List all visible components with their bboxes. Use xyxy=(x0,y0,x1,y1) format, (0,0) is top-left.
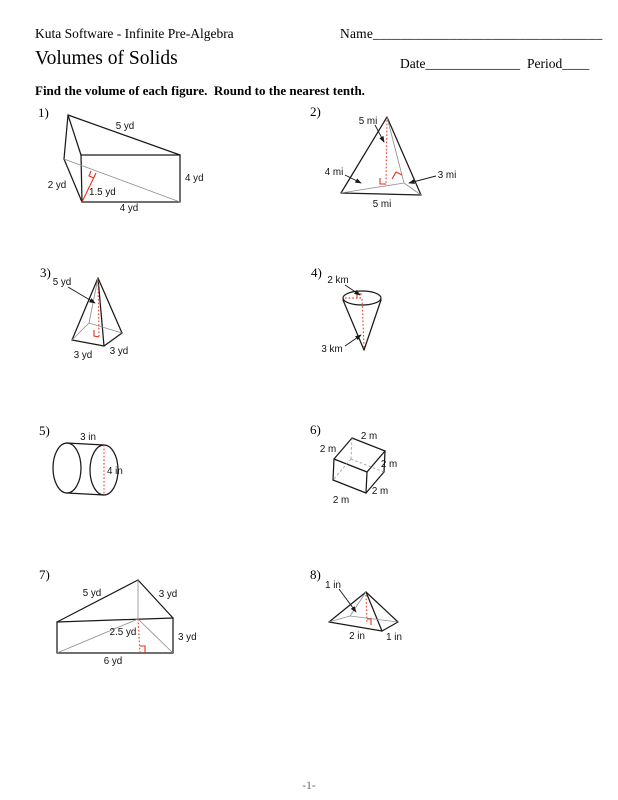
pyramid-outline xyxy=(72,278,122,346)
problem-number-5: 5) xyxy=(39,423,50,438)
cylinder-left-ellipse xyxy=(53,443,81,493)
label-left: 2 yd xyxy=(47,180,67,191)
label-bottom: 4 yd xyxy=(119,203,139,214)
name-field xyxy=(340,26,602,42)
label-height: 5 yd xyxy=(52,277,72,288)
right-angle-marker xyxy=(94,330,99,337)
figure-2-triangular-pyramid xyxy=(305,108,510,220)
label-diameter: 4 in xyxy=(107,466,123,477)
label-side: 3 yd xyxy=(178,632,197,643)
label-depth: 2 m xyxy=(371,486,389,497)
problem-number-8: 8) xyxy=(310,567,321,582)
period-label: Period xyxy=(527,56,563,71)
right-angle-marker xyxy=(140,646,145,653)
problem-number-3: 3) xyxy=(40,265,51,280)
problem-number-1: 1) xyxy=(38,105,49,120)
label-base: 5 mi xyxy=(372,199,392,210)
height-line-red xyxy=(362,299,364,347)
page-number: -1- xyxy=(302,780,316,792)
right-angle-marker xyxy=(89,171,94,178)
page-title: Volumes of Solids xyxy=(35,48,178,69)
figure-3-square-pyramid xyxy=(35,265,190,370)
label-left: 2 m xyxy=(319,444,337,455)
label-top: 2 m xyxy=(360,431,378,442)
label-slant: 5 yd xyxy=(115,121,135,132)
problem-number-7: 7) xyxy=(39,567,50,582)
label-slant-left: 5 yd xyxy=(82,588,102,599)
label-length: 3 in xyxy=(80,432,96,443)
figure-7-triangular-prism xyxy=(35,570,260,675)
pyramid-hidden-edges xyxy=(329,592,398,622)
height-line-red xyxy=(138,619,140,653)
cube-hidden-edges xyxy=(333,438,384,480)
brand-text: Kuta Software - Infinite Pre-Algebra xyxy=(35,26,234,41)
label-base-front: 2 in xyxy=(349,631,365,642)
label-height: 1.5 yd xyxy=(89,187,116,198)
height-line-red xyxy=(366,595,367,624)
label-left: 4 mi xyxy=(324,167,344,178)
instructions: Find the volume of each figure. Round to the nearest tenth. xyxy=(35,83,365,98)
height-arrow xyxy=(339,589,356,612)
period-blank-line: ____ xyxy=(562,56,590,71)
name-blank-line: _________________________________ xyxy=(373,26,603,41)
cube-outline xyxy=(333,438,385,493)
date-blank-line: ______________ xyxy=(425,56,520,71)
right-angle-marker xyxy=(380,178,386,184)
height-line-red xyxy=(386,120,387,185)
right-angle-marker xyxy=(367,619,371,625)
pyramid-hidden-edges xyxy=(341,117,421,195)
label-radius: 2 km xyxy=(327,275,349,286)
figure-4-cone xyxy=(305,265,440,365)
label-side: 4 yd xyxy=(185,173,204,184)
label-base-right: 3 yd xyxy=(109,346,129,357)
right-angle-marker-2 xyxy=(392,172,402,179)
label-base-right: 1 in xyxy=(386,632,402,643)
cylinder-sides xyxy=(67,443,104,495)
pyramid-hidden-edges xyxy=(72,278,122,340)
label-slant-right: 3 yd xyxy=(158,589,178,600)
pyramid-outline xyxy=(329,592,398,631)
date-field xyxy=(400,56,520,72)
label-right: 2 m xyxy=(380,459,398,470)
height-arrow xyxy=(345,335,361,346)
figure-8-rectangular-pyramid xyxy=(305,570,460,658)
problem-number-6: 6) xyxy=(310,422,321,437)
problem-number-4: 4) xyxy=(311,265,322,280)
figure-5-cylinder xyxy=(35,428,170,520)
label-height: 2.5 yd xyxy=(109,627,137,638)
label-height: 5 mi xyxy=(358,116,378,127)
period-field xyxy=(527,56,589,72)
prism-outline xyxy=(57,580,173,653)
label-height: 1 in xyxy=(325,580,341,591)
label-right: 3 mi xyxy=(437,170,457,181)
label-base-left: 3 yd xyxy=(73,350,93,361)
label-bottom: 6 yd xyxy=(103,656,123,667)
figure-1-triangular-prism xyxy=(35,108,265,220)
problem-number-2: 2) xyxy=(310,104,321,119)
figure-6-cube xyxy=(305,425,450,517)
date-label: Date xyxy=(400,56,426,71)
prism-hidden-edges xyxy=(57,580,173,653)
label-bottom: 2 m xyxy=(332,495,350,506)
name-label: Name xyxy=(340,26,374,41)
pyramid-outline xyxy=(341,117,421,195)
label-height: 3 km xyxy=(321,344,343,355)
